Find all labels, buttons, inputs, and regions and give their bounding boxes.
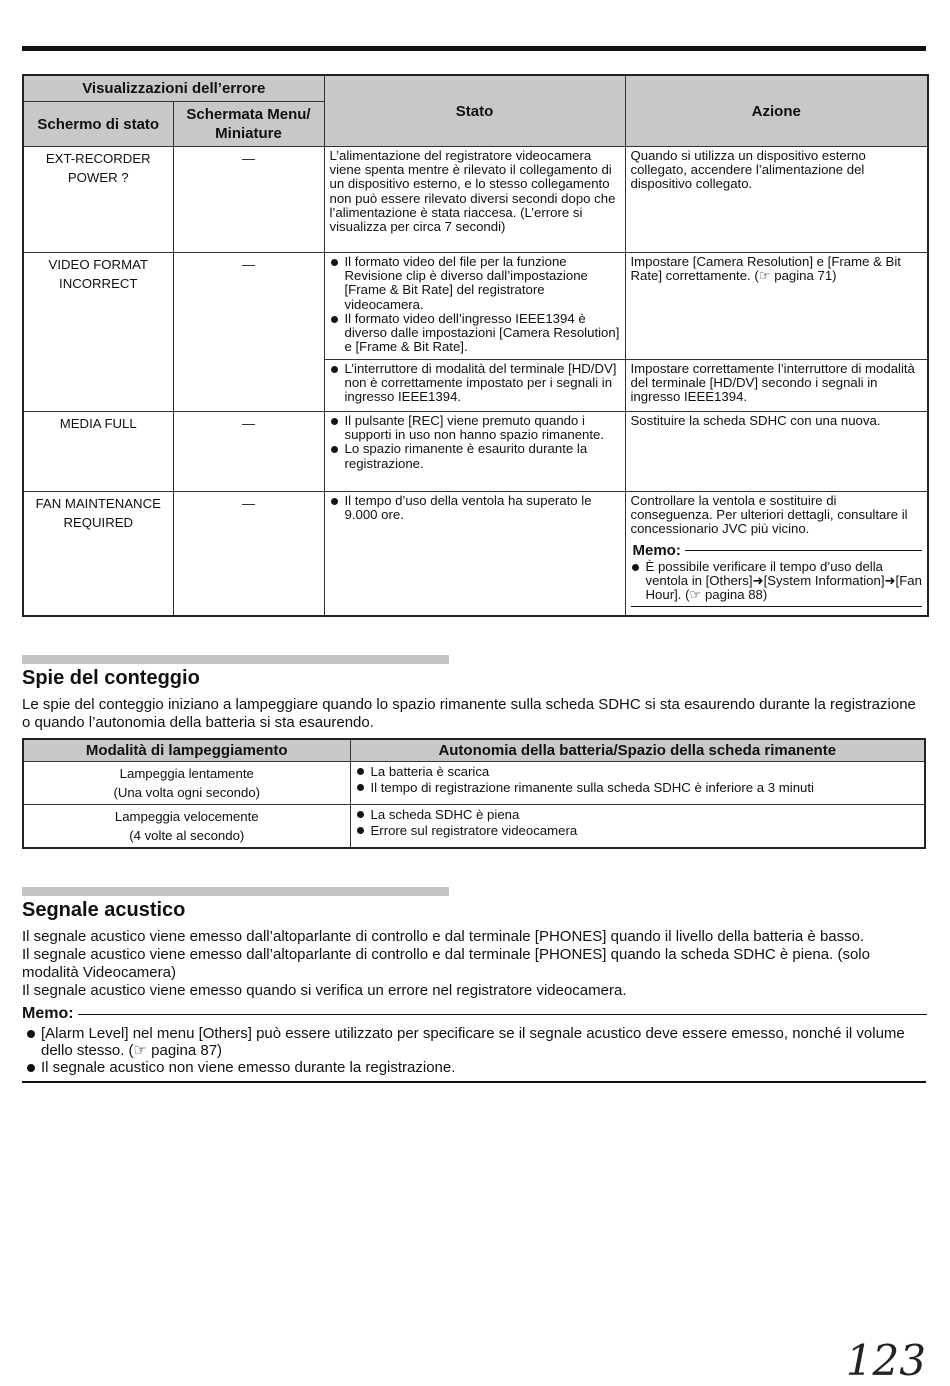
blink-mode-cell (23, 762, 350, 805)
header-action: Azione (625, 75, 928, 147)
state-cell (324, 360, 625, 412)
list-item: Lo spazio rimanente è esaurito durante la registrazione. (330, 442, 620, 470)
action-cell: Sostituire la scheda SDHC con una nuova. (625, 412, 928, 492)
memo-item: È possibile verificare il tempo d’uso della ventola in [Others]➜[System Information]➜[Fan Hour]. (☞ pagina 88) (631, 560, 923, 603)
list-item: Il formato video dell’ingresso IEEE1394 è diverso dalle impostazioni [Camera Resolution] e [Frame & Bit Rate]. (330, 312, 620, 355)
remaining-cell (350, 762, 925, 805)
blink-mode: Lampeggia lentamente (119, 766, 254, 781)
section-bar (22, 887, 449, 896)
memo-label: Memo: (22, 1005, 74, 1022)
state-cell (324, 253, 625, 360)
action-cell (625, 492, 928, 616)
segnale-paragraph: Il segnale acustico viene emesso quando si verifica un errore nel registratore videocamera. (22, 982, 627, 999)
table-row (23, 412, 928, 492)
status-screen-cell: EXT-RECORDER POWER ? (23, 147, 173, 253)
action-text: Controllare la ventola e sostituire di conseguenza. Per ulteriori dettagli, consultare il concessionario JVC più vicino. (630, 493, 908, 537)
list-item: Il tempo di registrazione rimanente sulla scheda SDHC è inferiore a 3 minuti (356, 780, 920, 796)
top-rule (22, 46, 926, 51)
header-blink-mode: Modalità di lampeggiamento (23, 739, 350, 762)
blink-mode-cell (23, 805, 350, 849)
action-cell: Quando si utilizza un dispositivo esterno collegato, accendere l’alimentazione del dispositivo collegato. (625, 147, 928, 253)
table-row (23, 762, 925, 805)
state-cell (324, 492, 625, 616)
error-display-table (22, 74, 929, 617)
header-error-display: Visualizzazioni dell’errore (23, 75, 324, 102)
header-state: Stato (324, 75, 625, 147)
list-item: L’interruttore di modalità del terminale [HD/DV] non è correttamente impostato per i segnali in ingresso IEEE1394. (330, 362, 620, 405)
header-status-screen: Schermo di stato (23, 102, 173, 147)
memo-box (22, 1005, 927, 1076)
memo-box (631, 541, 923, 608)
section-title-segnale: Segnale acustico (22, 899, 186, 921)
list-item: Il formato video del file per la funzione Revisione clip è diverso dall’impostazione [Frame & Bit Rate] del registratore videocamera. (330, 255, 620, 312)
bottom-rule (22, 1081, 926, 1083)
state-cell: L’alimentazione del registratore videocamera viene spenta mentre è rilevato il collegamento di un dispositivo esterno, e lo stesso collegamento non può essere rilevato diversi secondi dopo che l’alimentazione è stata riaccesa. (L’errore si visualizza per circa 7 secondi) (324, 147, 625, 253)
list-item: La batteria è scarica (356, 764, 920, 780)
spie-intro: Le spie del conteggio iniziano a lampeggiare quando lo spazio rimanente sulla scheda SDHC si sta esaurendo durante la registrazione o quando l’autonomia della batteria si sta esaurendo. (22, 696, 916, 731)
status-screen-cell: VIDEO FORMAT INCORRECT (23, 253, 173, 412)
menu-screen-cell: — (173, 412, 324, 492)
segnale-paragraph: Il segnale acustico viene emesso dall’altoparlante di controllo e dal terminale [PHONES] quando la scheda SDHC è piena. (solo modalità Videocamera) (22, 946, 870, 981)
section-bar (22, 655, 449, 664)
segnale-paragraph: Il segnale acustico viene emesso dall’altoparlante di controllo e dal terminale [PHONES] quando il livello della batteria è basso. (22, 928, 865, 945)
memo-rule (78, 1014, 927, 1015)
status-screen-cell: FAN MAINTENANCE REQUIRED (23, 492, 173, 616)
blink-mode-sub: (4 volte al secondo) (129, 828, 245, 843)
list-item: La scheda SDHC è piena (356, 807, 920, 823)
section-title-spie: Spie del conteggio (22, 667, 200, 689)
count-lamp-table (22, 738, 926, 849)
menu-screen-cell: — (173, 492, 324, 616)
memo-rule (685, 550, 922, 551)
action-cell: Impostare correttamente l’interruttore di modalità del terminale [HD/DV] secondo i segnali in ingresso IEEE1394. (625, 360, 928, 412)
header-remaining: Autonomia della batteria/Spazio della scheda rimanente (350, 739, 925, 762)
remaining-cell (350, 805, 925, 849)
table-row (23, 492, 928, 616)
action-cell: Impostare [Camera Resolution] e [Frame & Bit Rate] correttamente. (☞ pagina 71) (625, 253, 928, 360)
blink-mode: Lampeggia velocemente (114, 809, 259, 824)
table-row (23, 805, 925, 849)
memo-item: [Alarm Level] nel menu [Others] può essere utilizzato per specificare se il segnale acustico deve essere emesso, nonché il volume dello stesso. (☞ pagina 87) (22, 1025, 927, 1059)
menu-screen-cell: — (173, 147, 324, 253)
table-row (23, 147, 928, 253)
memo-label: Memo: (632, 541, 681, 559)
blink-mode-sub: (Una volta ogni secondo) (113, 785, 261, 800)
list-item: Errore sul registratore videocamera (356, 823, 920, 839)
list-item: Il pulsante [REC] viene premuto quando i supporti in uso non hanno spazio rimanente. (330, 414, 620, 442)
list-item: Il tempo d’uso della ventola ha superato le 9.000 ore. (330, 494, 620, 522)
menu-screen-cell: — (173, 253, 324, 412)
status-screen-cell: MEDIA FULL (23, 412, 173, 492)
memo-item: Il segnale acustico non viene emesso durante la registrazione. (22, 1059, 927, 1076)
state-cell (324, 412, 625, 492)
table-row (23, 253, 928, 360)
header-menu-screen: Schermata Menu/ Miniature (173, 102, 324, 147)
page-number: 123 (845, 1336, 926, 1385)
